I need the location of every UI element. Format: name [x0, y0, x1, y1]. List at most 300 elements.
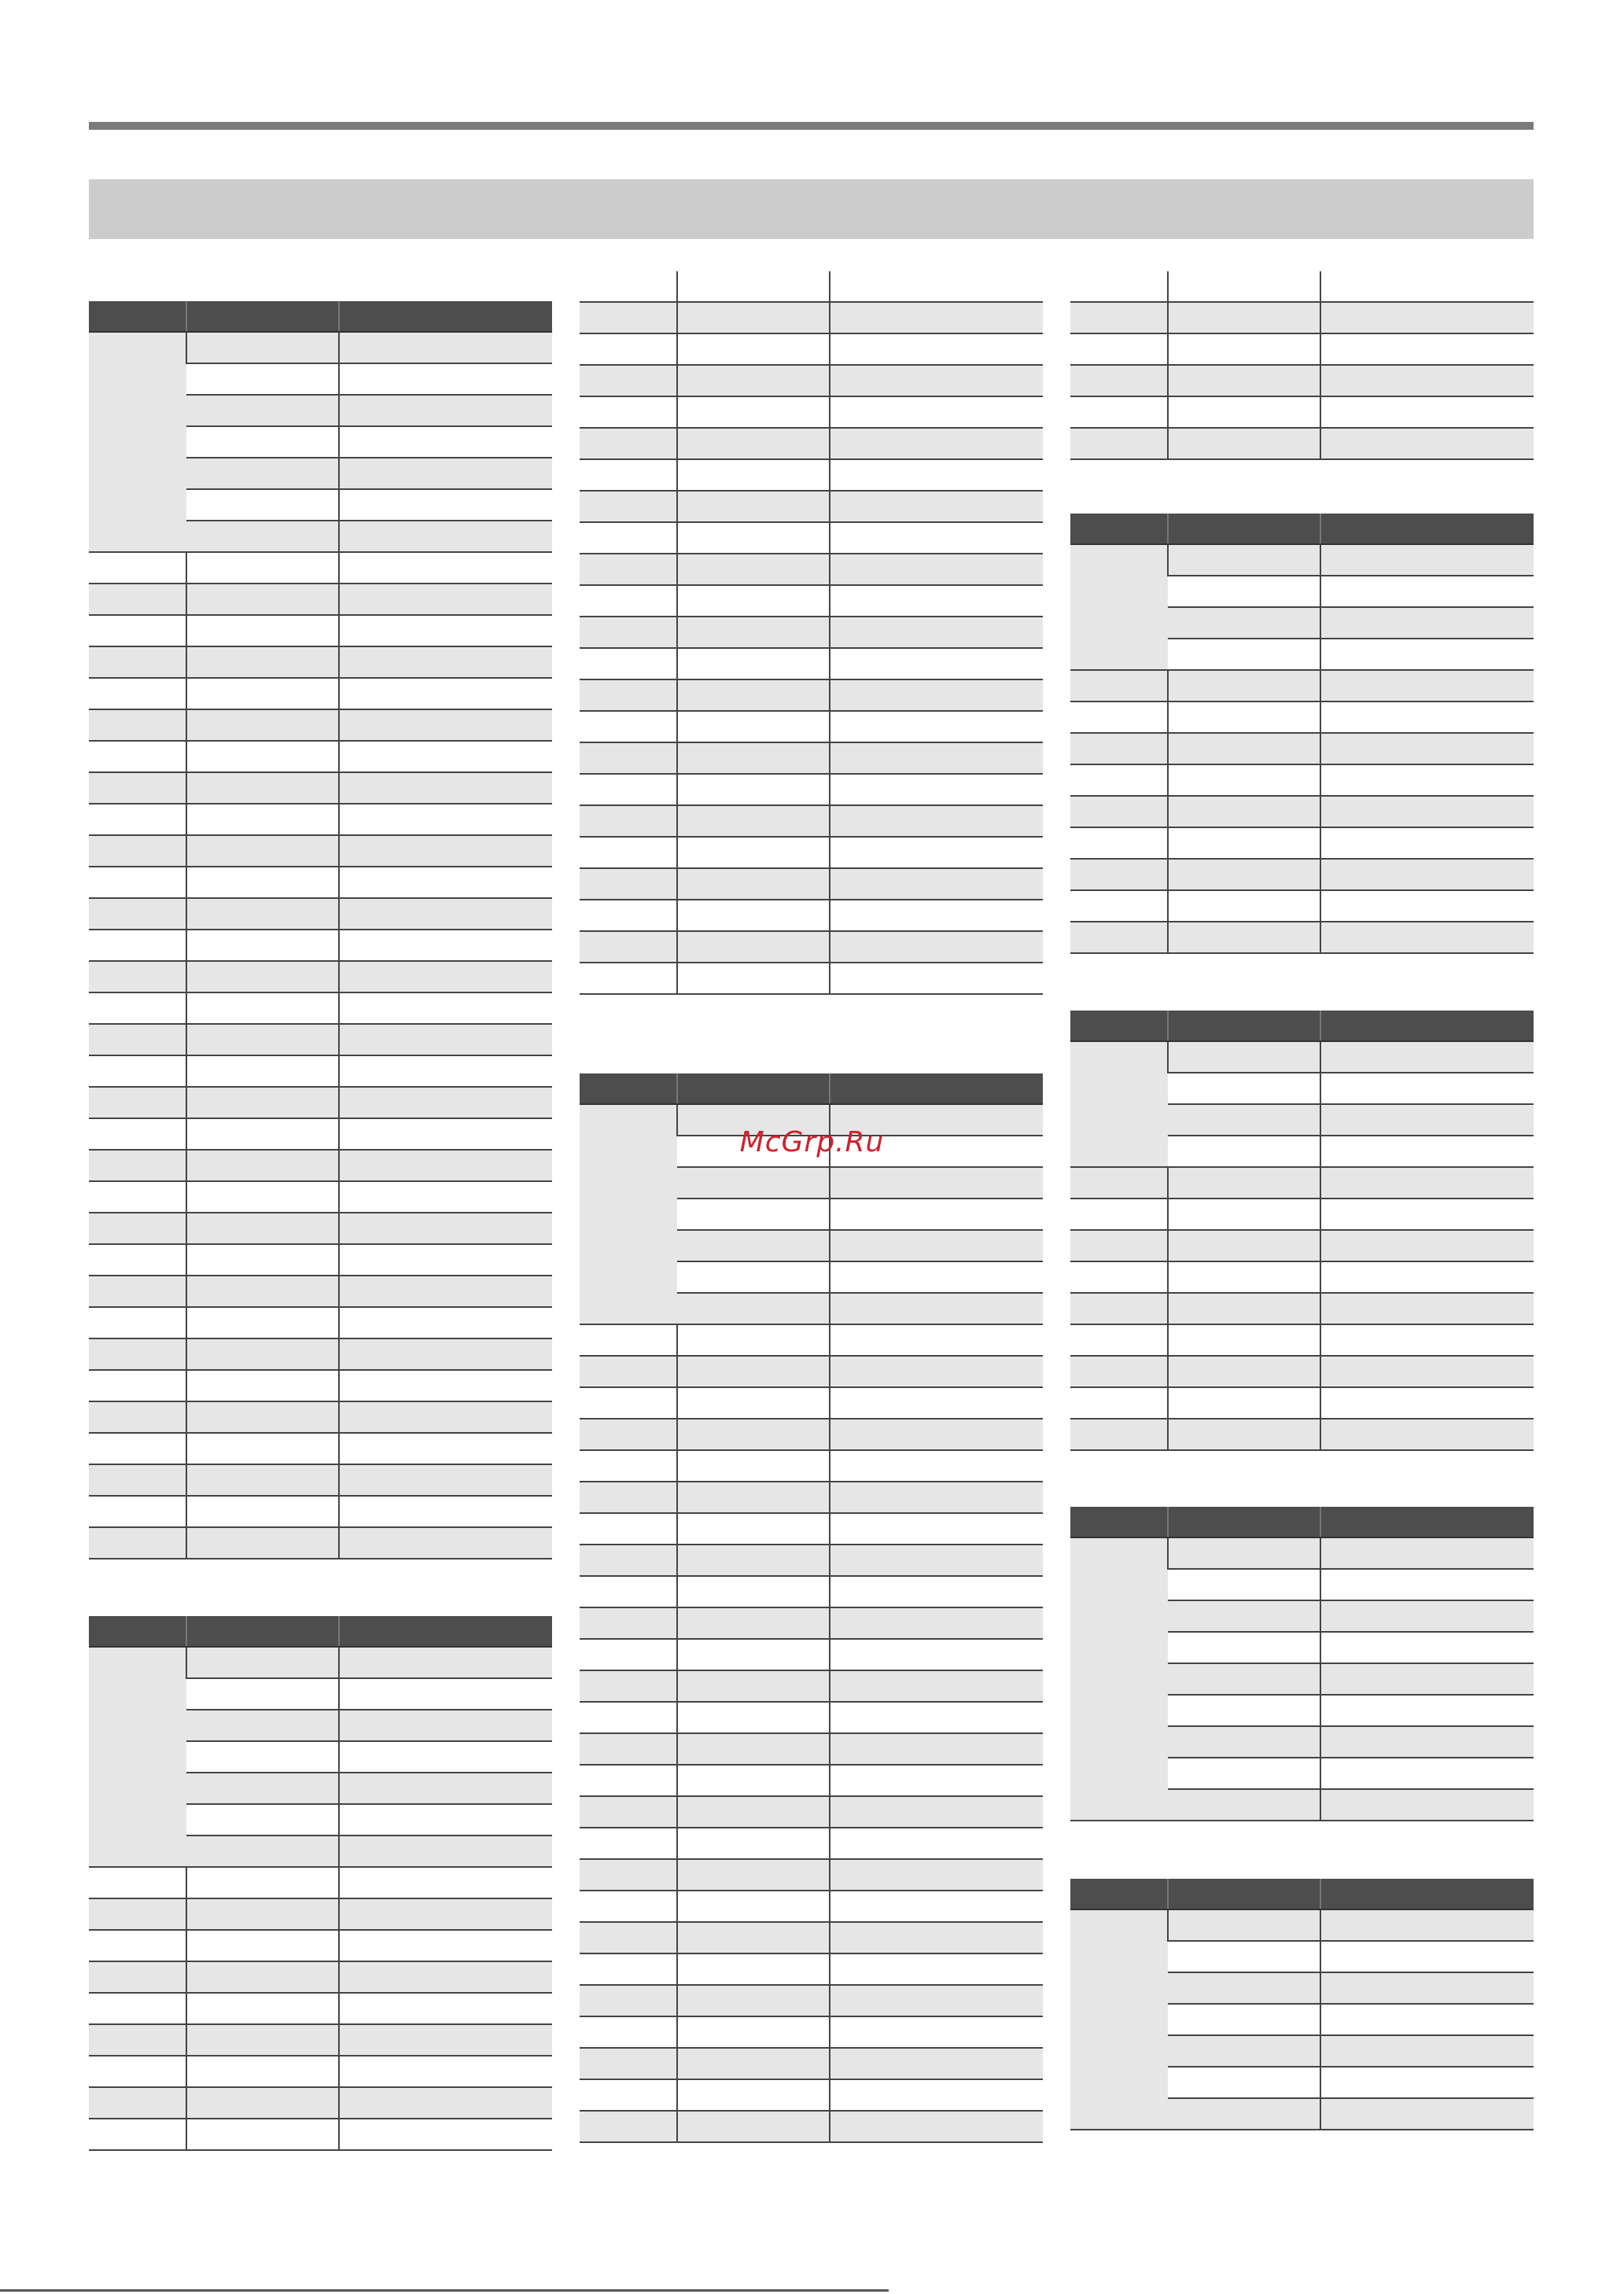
table-cell: [1168, 670, 1320, 701]
table-cell: [186, 992, 339, 1024]
table-cell: [677, 1230, 830, 1261]
table-cell: [1168, 333, 1320, 365]
table-cell: [186, 1276, 339, 1307]
table-cell: [339, 1898, 552, 1930]
table-cell: [1320, 1726, 1534, 1758]
table-cell: [186, 332, 339, 363]
table-cell: [89, 930, 186, 961]
table-cell: [1168, 1073, 1320, 1104]
table-cell: [830, 1513, 1043, 1545]
table-cell: [339, 1213, 552, 1244]
table-cell: [89, 772, 186, 804]
table-cell: [186, 1961, 339, 1993]
table-cell: [580, 868, 677, 900]
table-cell: [186, 1741, 339, 1773]
table-cell: [677, 2048, 830, 2079]
table-cell: [1320, 1324, 1534, 1356]
table-row: [89, 804, 552, 835]
table-cell: [339, 646, 552, 678]
table-cell: [1320, 764, 1534, 796]
table-cell: [339, 521, 552, 552]
table-cell: [580, 1545, 677, 1576]
table-cell: [339, 1244, 552, 1276]
table-row: [580, 2111, 1043, 2142]
table-cell: [1320, 302, 1534, 333]
table-cell: [830, 365, 1043, 396]
table-cell: [677, 1482, 830, 1513]
table-cell: [580, 271, 677, 302]
col1-table1: [89, 301, 552, 1559]
table-header-row: [1070, 1011, 1534, 1041]
table-row: [1070, 1387, 1534, 1419]
header-cell: [1320, 1507, 1534, 1537]
header-cell: [677, 1073, 830, 1104]
table-row: [1070, 1167, 1534, 1199]
header-cell: [1320, 514, 1534, 544]
header-cell: [339, 1616, 552, 1647]
table-cell: [1320, 733, 1534, 764]
table-cell: [830, 1387, 1043, 1419]
header-cell: [1320, 1011, 1534, 1041]
watermark: McGrp.Ru: [739, 1126, 885, 1158]
header-cell: [186, 301, 339, 332]
table-row: [89, 1867, 552, 1898]
table-row: [89, 1496, 552, 1527]
table-cell: [1168, 1356, 1320, 1387]
table-cell: [1070, 1293, 1168, 1324]
table-cell: [1168, 1569, 1320, 1600]
table-cell: [1070, 1419, 1168, 1450]
table-cell: [830, 1765, 1043, 1796]
table-cell: [677, 679, 830, 711]
table-cell: [677, 931, 830, 963]
table-cell: [1168, 1758, 1320, 1789]
table-cell: [186, 1647, 339, 1678]
table-cell: [339, 1338, 552, 1370]
table-cell: [677, 837, 830, 868]
table-row: [1070, 701, 1534, 733]
table-cell: [1320, 1293, 1534, 1324]
table-row: [580, 1765, 1043, 1796]
table-cell: [1320, 1632, 1534, 1663]
table-cell: [830, 648, 1043, 679]
table-header-row: [580, 1073, 1043, 1104]
table-row: [580, 1828, 1043, 1859]
group-cell: [89, 332, 186, 552]
table-row: [580, 1859, 1043, 1891]
table-cell: [89, 1024, 186, 1055]
table-cell: [830, 1450, 1043, 1482]
table-cell: [830, 868, 1043, 900]
table-row: [580, 1891, 1043, 1922]
table-cell: [677, 1859, 830, 1891]
table-cell: [580, 459, 677, 491]
table-cell: [186, 741, 339, 772]
table-cell: [339, 1527, 552, 1559]
table-row: [89, 1024, 552, 1055]
table-cell: [339, 426, 552, 458]
table-cell: [1168, 1789, 1320, 1821]
table-cell: [1320, 365, 1534, 396]
table-cell: [1168, 2035, 1320, 2067]
table-cell: [830, 1702, 1043, 1733]
table-row: [580, 774, 1043, 805]
table-row: [580, 931, 1043, 963]
table-row: [89, 835, 552, 867]
table-row: [1070, 1230, 1534, 1261]
table-cell: [580, 1356, 677, 1387]
table-cell: [580, 522, 677, 554]
table-cell: [830, 963, 1043, 994]
table-cell: [677, 1576, 830, 1607]
table-row: [580, 1702, 1043, 1733]
table-cell: [1320, 1941, 1534, 1972]
table-cell: [186, 1401, 339, 1433]
table-cell: [186, 1710, 339, 1741]
table-row: [580, 1356, 1043, 1387]
table-cell: [1320, 1167, 1534, 1199]
table-cell: [339, 458, 552, 489]
table-cell: [339, 772, 552, 804]
table-cell: [186, 898, 339, 930]
table-cell: [677, 2079, 830, 2111]
table-row: [89, 1401, 552, 1433]
table-cell: [830, 333, 1043, 365]
table-cell: [830, 1230, 1043, 1261]
table-cell: [830, 396, 1043, 428]
table-cell: [186, 1773, 339, 1804]
table-cell: [1168, 1726, 1320, 1758]
table-row: [580, 459, 1043, 491]
table-cell: [186, 2056, 339, 2087]
table-cell: [339, 1087, 552, 1118]
table-row: [89, 332, 552, 363]
table-cell: [580, 2111, 677, 2142]
table-row: [580, 554, 1043, 585]
table-cell: [1168, 1632, 1320, 1663]
table-cell: [1168, 1041, 1320, 1073]
table-cell: [1320, 1261, 1534, 1293]
table-cell: [677, 805, 830, 837]
table-cell: [580, 302, 677, 333]
table-cell: [580, 2079, 677, 2111]
table-cell: [339, 615, 552, 646]
table-cell: [339, 1710, 552, 1741]
table-cell: [186, 426, 339, 458]
table-cell: [186, 1993, 339, 2024]
table-cell: [89, 678, 186, 709]
table-cell: [1168, 1230, 1320, 1261]
table-row: [580, 1985, 1043, 2016]
group-cell: [1070, 1537, 1168, 1821]
table-row: [580, 1387, 1043, 1419]
table-row: [89, 552, 552, 584]
table-row: [580, 585, 1043, 617]
table-cell: [186, 489, 339, 521]
table-cell: [186, 1496, 339, 1527]
table-cell: [677, 333, 830, 365]
table-row: [1070, 670, 1534, 701]
table-cell: [677, 1670, 830, 1702]
table-cell: [580, 1953, 677, 1985]
table-cell: [580, 931, 677, 963]
table-cell: [186, 709, 339, 741]
table-cell: [1168, 396, 1320, 428]
table-cell: [186, 1338, 339, 1370]
table-cell: [677, 302, 830, 333]
table-cell: [830, 1922, 1043, 1953]
table-cell: [339, 1867, 552, 1898]
table-cell: [186, 552, 339, 584]
table-row: [89, 646, 552, 678]
table-cell: [1320, 670, 1534, 701]
table-row: [580, 805, 1043, 837]
table-row: [580, 1450, 1043, 1482]
table-cell: [339, 1804, 552, 1836]
table-cell: [830, 931, 1043, 963]
table-row: [89, 678, 552, 709]
table-cell: [830, 1859, 1043, 1891]
table-cell: [89, 1055, 186, 1087]
table-cell: [580, 491, 677, 522]
table-cell: [677, 1891, 830, 1922]
table-cell: [830, 1419, 1043, 1450]
table-row: [89, 1961, 552, 1993]
table-row: [89, 2087, 552, 2119]
table-cell: [186, 584, 339, 615]
table-cell: [186, 835, 339, 867]
table-cell: [1168, 922, 1320, 953]
table-cell: [186, 1898, 339, 1930]
table-cell: [89, 1867, 186, 1898]
table-row: [1070, 827, 1534, 859]
table-cell: [830, 271, 1043, 302]
table-row: [580, 1513, 1043, 1545]
table-cell: [339, 1276, 552, 1307]
table-cell: [186, 1213, 339, 1244]
table-row: [580, 1545, 1043, 1576]
table-cell: [580, 679, 677, 711]
table-cell: [339, 1930, 552, 1961]
table-cell: [1168, 639, 1320, 670]
table-cell: [580, 774, 677, 805]
table-cell: [1320, 922, 1534, 953]
header-cell: [1320, 1879, 1534, 1909]
table-cell: [339, 1961, 552, 1993]
table-cell: [580, 1985, 677, 2016]
table-cell: [830, 711, 1043, 742]
table-cell: [1320, 333, 1534, 365]
table-cell: [830, 2016, 1043, 2048]
table-cell: [1070, 1230, 1168, 1261]
table-cell: [186, 1930, 339, 1961]
table-cell: [1320, 1758, 1534, 1789]
table-cell: [89, 804, 186, 835]
table-cell: [1070, 701, 1168, 733]
header-cell: [1168, 1879, 1320, 1909]
table-cell: [1320, 639, 1534, 670]
table-cell: [1168, 2004, 1320, 2035]
table-cell: [1320, 2098, 1534, 2130]
table-cell: [677, 1545, 830, 1576]
table-cell: [339, 1647, 552, 1678]
table-cell: [1070, 1356, 1168, 1387]
table-cell: [89, 709, 186, 741]
table-cell: [580, 1607, 677, 1639]
table-row: [89, 2119, 552, 2150]
table-cell: [677, 1765, 830, 1796]
table-cell: [1070, 428, 1168, 459]
table-cell: [339, 804, 552, 835]
table-cell: [1168, 271, 1320, 302]
table-cell: [580, 2048, 677, 2079]
table-cell: [1070, 1261, 1168, 1293]
header-cell: [1168, 1011, 1320, 1041]
table-cell: [339, 363, 552, 395]
table-cell: [186, 2119, 339, 2150]
table-cell: [677, 1450, 830, 1482]
table-cell: [1070, 365, 1168, 396]
table-row: [1070, 1041, 1534, 1073]
table-cell: [89, 741, 186, 772]
table-row: [89, 1527, 552, 1559]
table-cell: [1320, 1419, 1534, 1450]
table-cell: [339, 1496, 552, 1527]
table-cell: [830, 617, 1043, 648]
table-row: [1070, 859, 1534, 890]
table-cell: [89, 2119, 186, 2150]
table-row: [580, 1922, 1043, 1953]
table-cell: [339, 1836, 552, 1867]
header-cell: [1070, 1879, 1168, 1909]
table-cell: [580, 1387, 677, 1419]
table-cell: [1168, 1600, 1320, 1632]
header-cell: [89, 301, 186, 332]
table-cell: [1168, 365, 1320, 396]
table-row: [89, 1276, 552, 1307]
table-cell: [89, 1433, 186, 1464]
table-cell: [186, 867, 339, 898]
table-cell: [89, 1244, 186, 1276]
table-cell: [339, 678, 552, 709]
table-row: [580, 711, 1043, 742]
table-cell: [1320, 1663, 1534, 1695]
table-row: [89, 867, 552, 898]
header-cell: [1070, 514, 1168, 544]
table-row: [89, 1370, 552, 1401]
table-cell: [339, 1678, 552, 1710]
table-row: [1070, 1293, 1534, 1324]
table-cell: [677, 868, 830, 900]
table-cell: [1320, 1789, 1534, 1821]
table-cell: [1320, 2067, 1534, 2098]
table-cell: [186, 1244, 339, 1276]
table-cell: [186, 961, 339, 992]
table-row: [89, 898, 552, 930]
table-cell: [339, 1181, 552, 1213]
table-cell: [830, 1607, 1043, 1639]
table-cell: [89, 1464, 186, 1496]
table-cell: [89, 1370, 186, 1401]
table-cell: [677, 711, 830, 742]
table-row: [580, 1670, 1043, 1702]
table-cell: [1168, 1419, 1320, 1450]
table-cell: [1070, 1324, 1168, 1356]
table-cell: [1320, 701, 1534, 733]
table-cell: [1320, 1356, 1534, 1387]
table-cell: [1320, 2035, 1534, 2067]
table-cell: [186, 646, 339, 678]
table-row: [580, 617, 1043, 648]
table-row: [89, 1647, 552, 1678]
group-cell: [1070, 544, 1168, 670]
table-cell: [1320, 1230, 1534, 1261]
table-cell: [677, 459, 830, 491]
table-row: [1070, 302, 1534, 333]
table-cell: [186, 1055, 339, 1087]
table-cell: [1168, 764, 1320, 796]
table-cell: [339, 741, 552, 772]
section-title-band: [89, 179, 1534, 239]
table-cell: [339, 332, 552, 363]
table-cell: [580, 1922, 677, 1953]
table-cell: [830, 1733, 1043, 1765]
table-cell: [580, 648, 677, 679]
table-cell: [580, 333, 677, 365]
table-cell: [830, 1891, 1043, 1922]
table-cell: [186, 1433, 339, 1464]
table-cell: [830, 302, 1043, 333]
table-cell: [677, 1199, 830, 1230]
table-cell: [339, 584, 552, 615]
table-row: [89, 1087, 552, 1118]
table-cell: [1070, 764, 1168, 796]
table-cell: [186, 1836, 339, 1867]
table-cell: [830, 2048, 1043, 2079]
header-cell: [1070, 1507, 1168, 1537]
table-cell: [186, 1087, 339, 1118]
table-cell: [830, 1545, 1043, 1576]
header-cell: [1168, 514, 1320, 544]
table-row: [580, 271, 1043, 302]
table-cell: [580, 1419, 677, 1450]
col3-table3: [1070, 1011, 1534, 1451]
table-cell: [89, 992, 186, 1024]
table-cell: [339, 1433, 552, 1464]
table-cell: [580, 2016, 677, 2048]
table-cell: [339, 2024, 552, 2056]
table-cell: [1168, 1537, 1320, 1569]
table-cell: [677, 900, 830, 931]
header-cell: [580, 1073, 677, 1104]
table-cell: [339, 552, 552, 584]
table-cell: [1168, 701, 1320, 733]
table-cell: [89, 1930, 186, 1961]
table-cell: [89, 552, 186, 584]
header-cell: [89, 1616, 186, 1647]
table-cell: [830, 1167, 1043, 1199]
table-cell: [89, 1307, 186, 1338]
table-cell: [677, 1796, 830, 1828]
table-cell: [89, 1338, 186, 1370]
table-row: [580, 302, 1043, 333]
col3-table5: [1070, 1879, 1534, 2130]
table-cell: [1070, 670, 1168, 701]
table-cell: [339, 395, 552, 426]
table-row: [1070, 1537, 1534, 1569]
table-row: [89, 2056, 552, 2087]
table-cell: [339, 2119, 552, 2150]
